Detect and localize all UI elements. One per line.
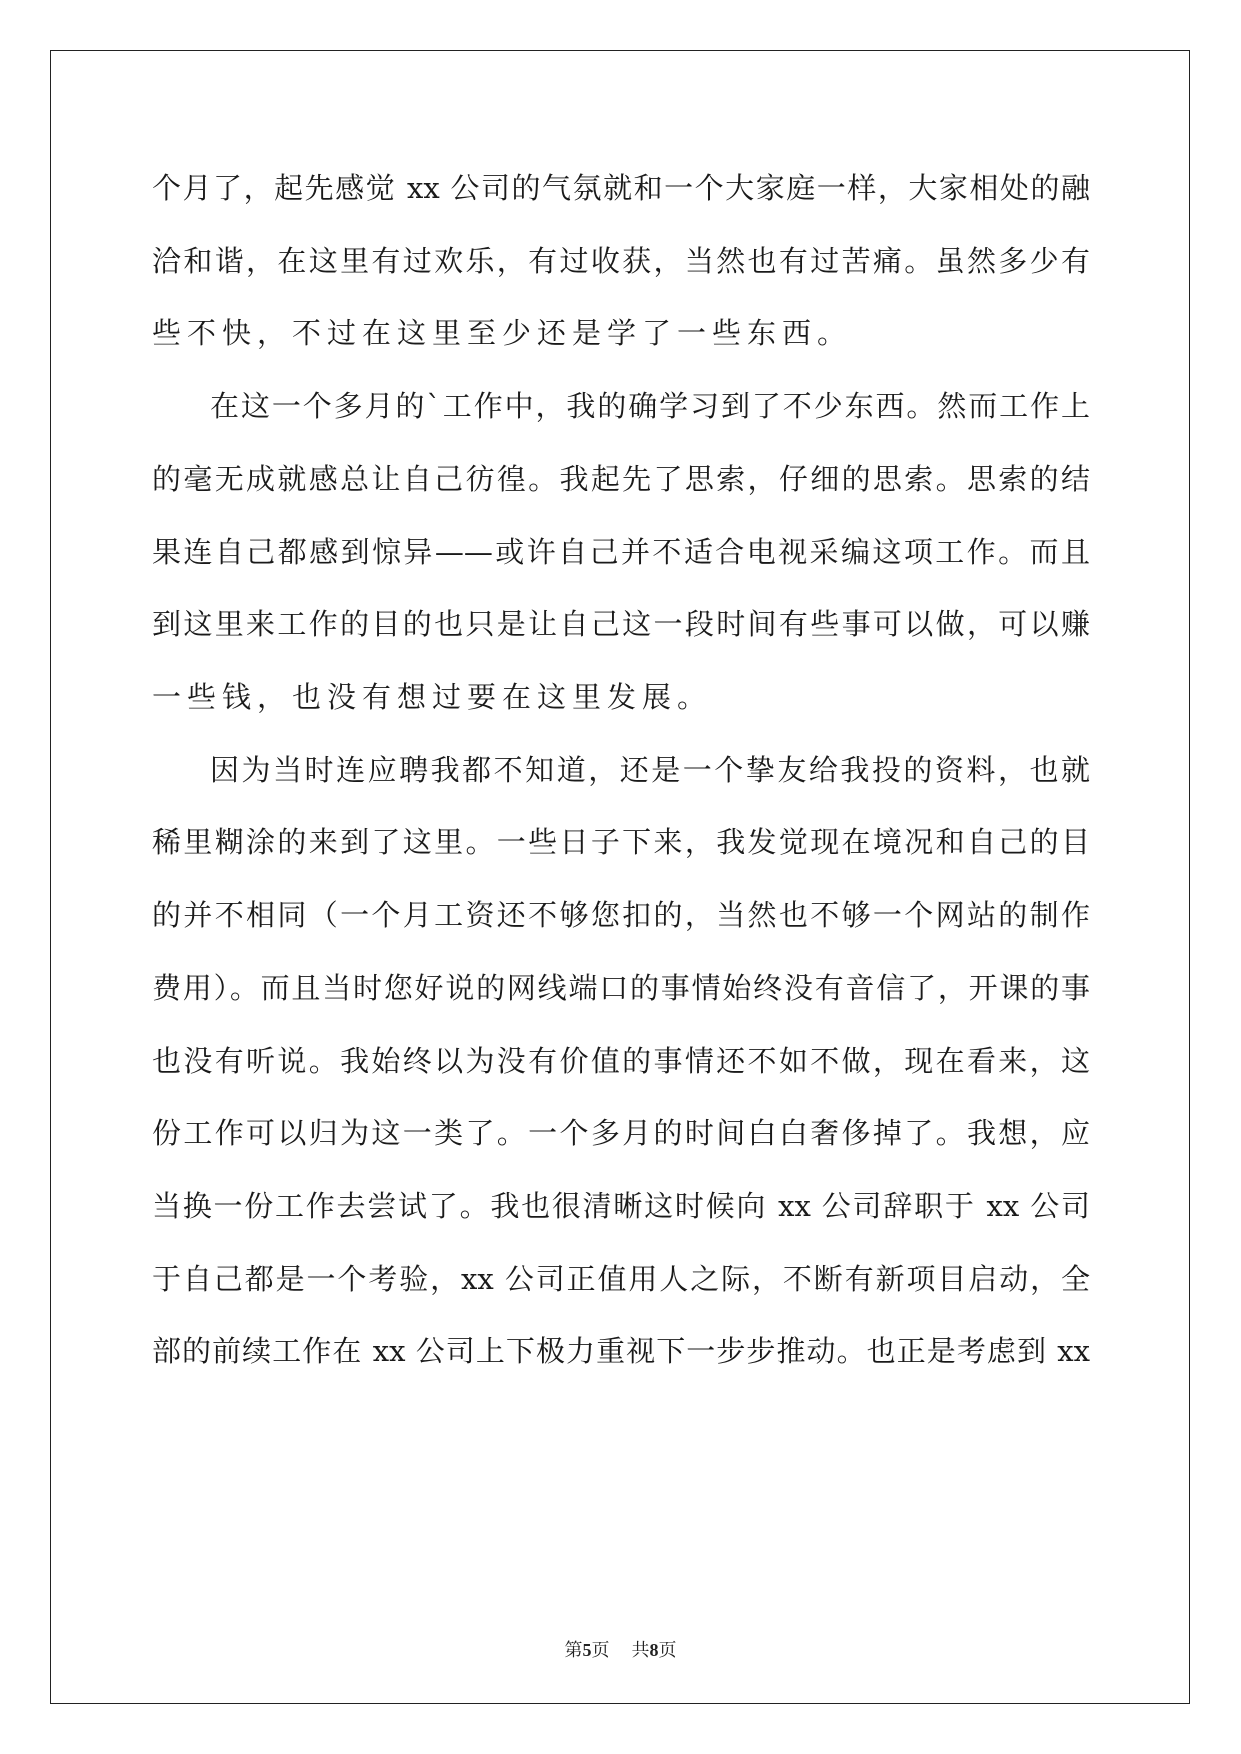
total-suffix: 页 bbox=[658, 1640, 677, 1660]
total-prefix: 共 bbox=[631, 1640, 650, 1660]
page-border bbox=[50, 50, 1190, 1704]
text-line: 些不快，不过在这里至少还是学了一些东西。 bbox=[152, 316, 853, 350]
text-line: 也没有听说。我始终以为没有价值的事情还不如不做，现在看来，这 bbox=[152, 1044, 1090, 1078]
text-line: 份工作可以归为这一类了。一个多月的时间白白奢侈掉了。我想，应 bbox=[152, 1116, 1090, 1150]
text-line: 的并不相同（一个月工资还不够您扣的，当然也不够一个网站的制作 bbox=[152, 898, 1090, 932]
text-line: 个月了，起先感觉 xx 公司的气氛就和一个大家庭一样，大家相处的融 bbox=[152, 171, 1090, 205]
text-line: 当换一份工作去尝试了。我也很清晰这时候向 xx 公司辞职于 xx 公司 bbox=[152, 1189, 1090, 1223]
text-line: 在这一个多月的`工作中，我的确学习到了不少东西。然而工作上 bbox=[210, 389, 1090, 423]
text-line: 的毫无成就感总让自己彷徨。我起先了思索，仔细的思索。思索的结 bbox=[152, 462, 1090, 496]
text-line: 部的前续工作在 xx 公司上下极力重视下一步步推动。也正是考虑到 xx bbox=[152, 1334, 1090, 1368]
text-line: 稀里糊涂的来到了这里。一些日子下来，我发觉现在境况和自己的目 bbox=[152, 825, 1090, 859]
text-line: 到这里来工作的目的也只是让自己这一段时间有些事可以做，可以赚 bbox=[152, 607, 1090, 641]
page-footer bbox=[0, 1636, 1241, 1662]
text-line: 于自己都是一个考验，xx 公司正值用人之际，不断有新项目启动，全 bbox=[152, 1262, 1090, 1296]
total-page-number: 8 bbox=[649, 1640, 659, 1660]
text-line: 费用）。而且当时您好说的网线端口的事情始终没有音信了，开课的事 bbox=[152, 971, 1090, 1005]
text-line: 洽和谐，在这里有过欢乐，有过收获，当然也有过苦痛。虽然多少有 bbox=[152, 244, 1090, 278]
text-line: 一些钱，也没有想过要在这里发展。 bbox=[152, 680, 713, 714]
text-line: 因为当时连应聘我都不知道，还是一个挚友给我投的资料，也就 bbox=[210, 753, 1090, 787]
current-page-number: 5 bbox=[582, 1640, 592, 1660]
page-prefix: 第 bbox=[564, 1640, 583, 1660]
page-suffix: 页 bbox=[591, 1640, 610, 1660]
text-line: 果连自己都感到惊异——或许自己并不适合电视采编这项工作。而且 bbox=[152, 535, 1090, 569]
